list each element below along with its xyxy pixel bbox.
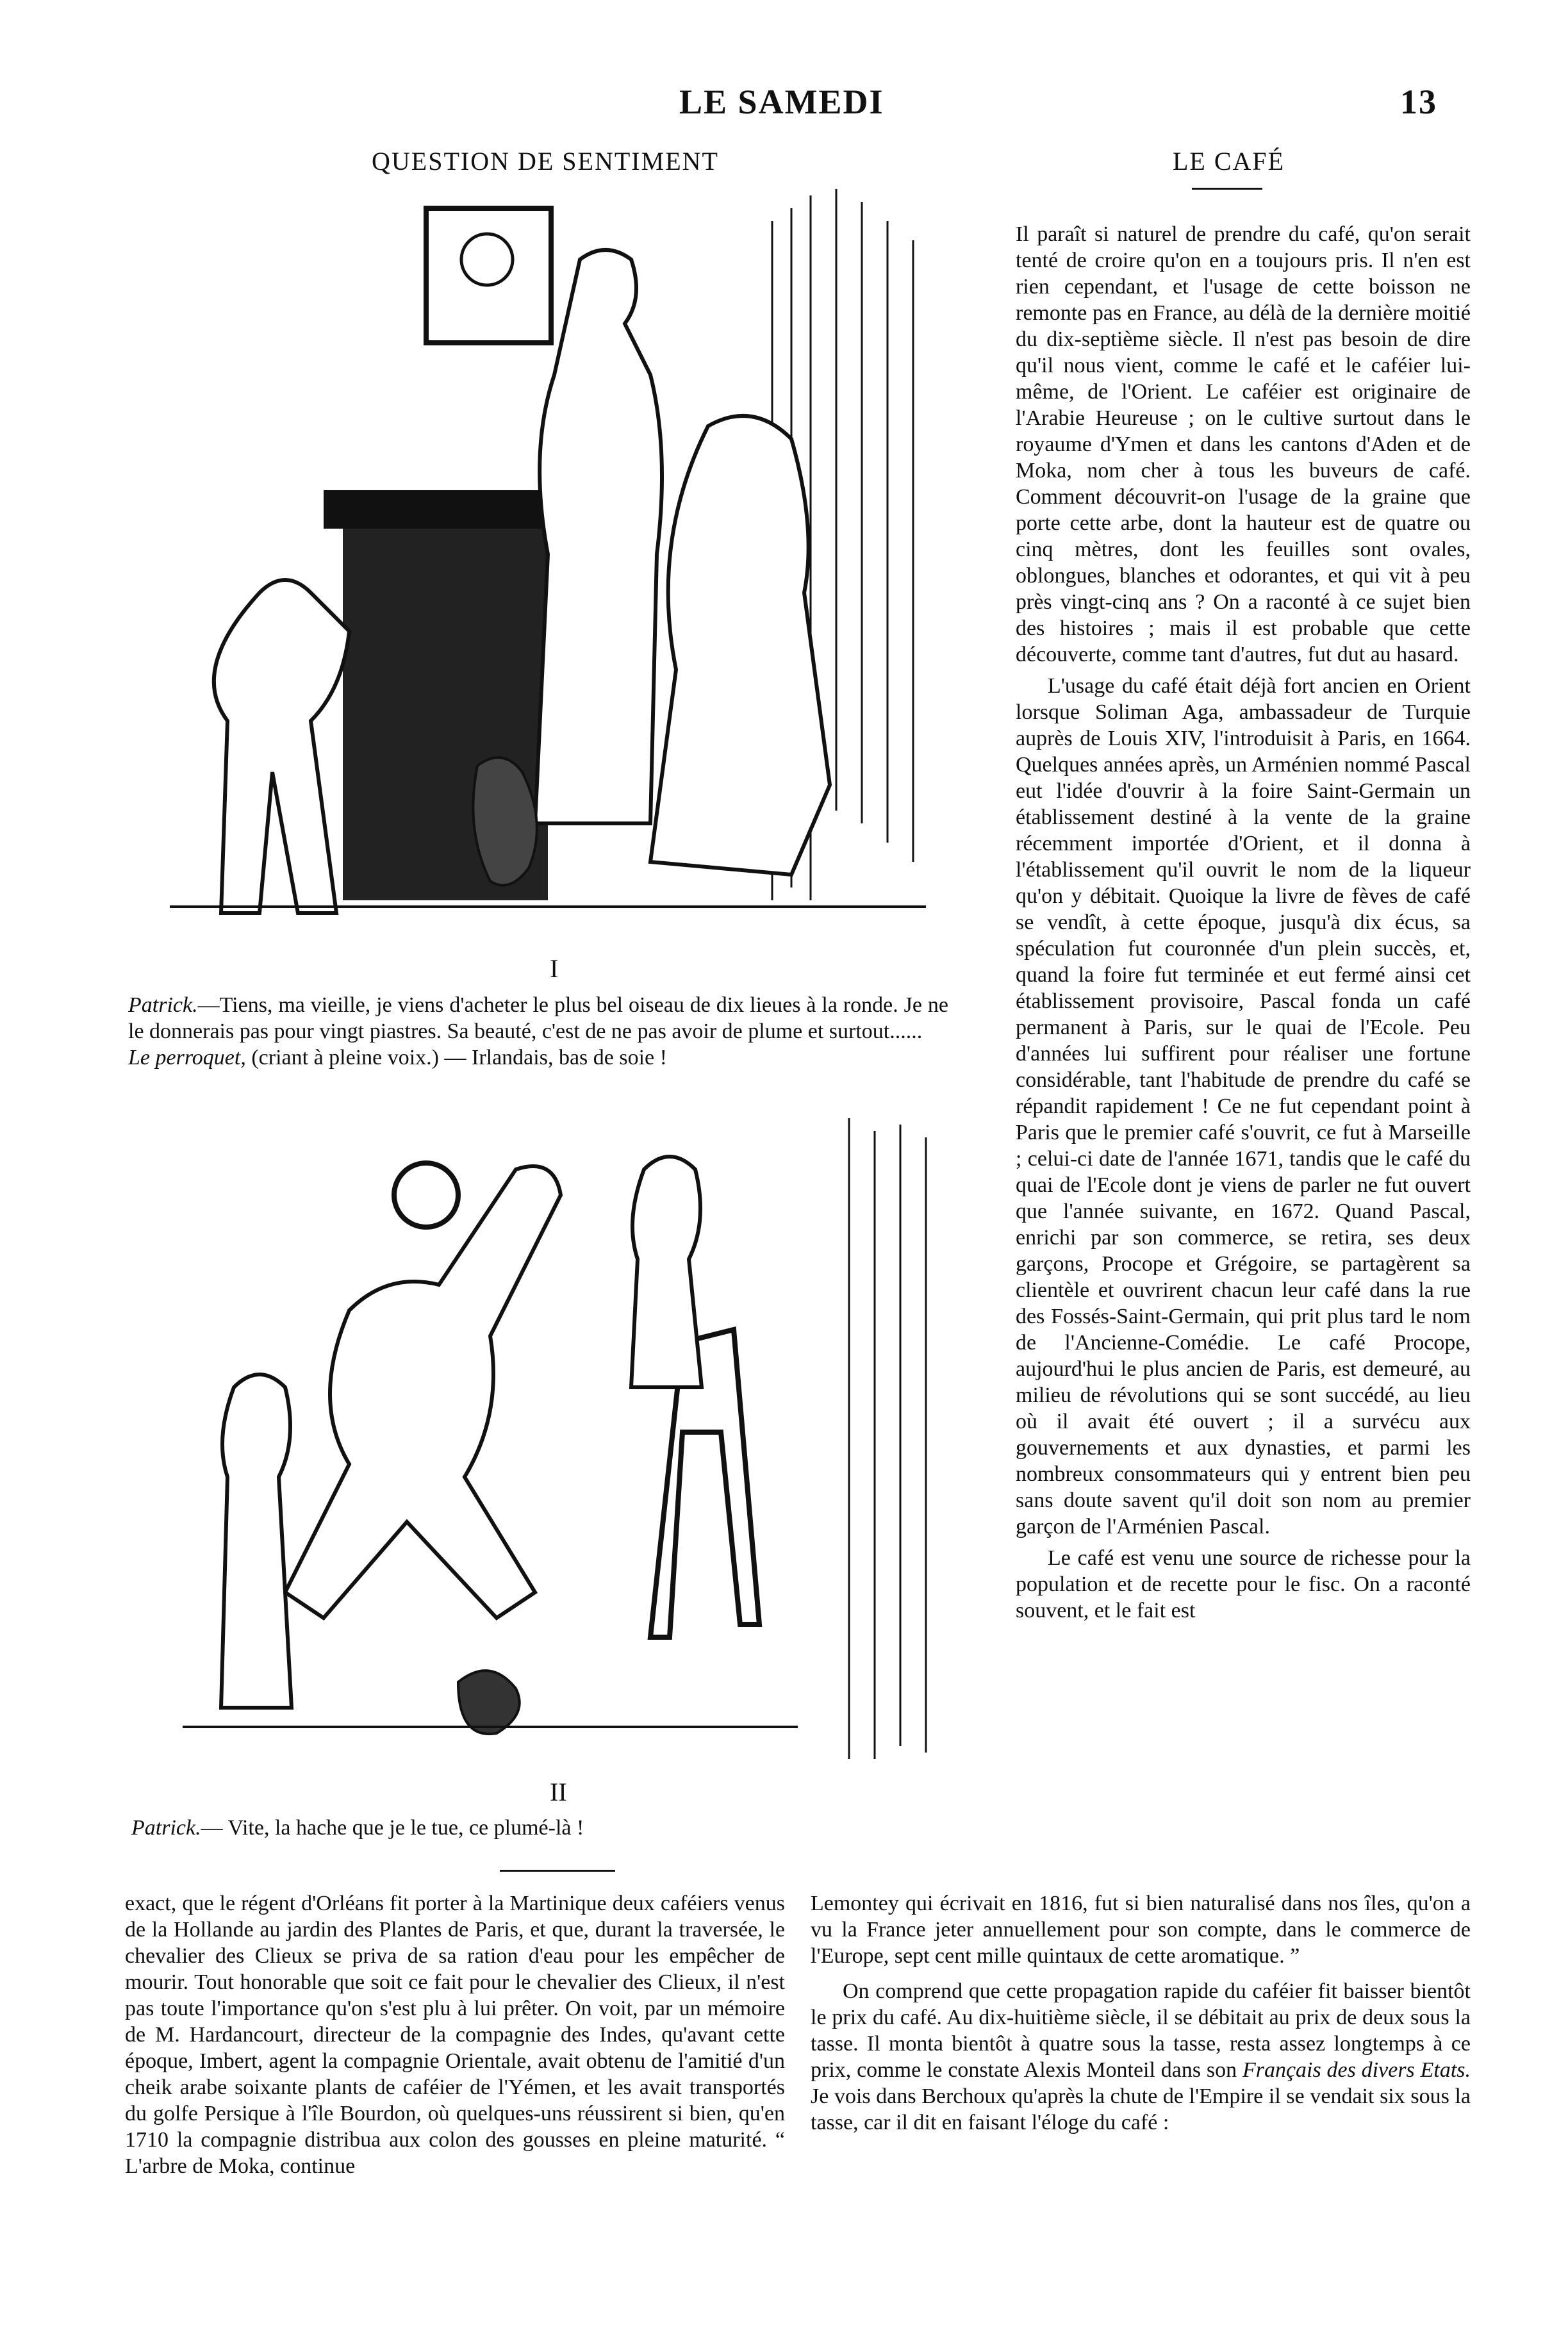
bottom-right-paragraph-2 [811,1978,1471,2136]
panel-2-caption [131,1815,945,1841]
panel-1-line-parrot: (criant à pleine voix.) — Irlandais, bas de soie ! [245,1046,667,1069]
article-paragraph-2: L'usage du café était déjà fort ancien en Orient lorsque Soliman Aga, ambassadeur de Turquie auprès de Louis XIV, l'introduisit à Paris, en 1664. Quelques années après, un Arménien nommé Pascal eut l'idée d'ouvrir à la foire Saint-Germain un établissement destiné à la vente de la graine récemment importée d'Orient, et il donna à l'établissement qu'il ouvrit le nom de la liqueur qu'on y débitait. Quoique la livre de fèves de café se vendît, à cette époque, jusqu'à dix écus, sa spéculation fut couronnée d'un plein succès, et, quand la foire fut terminée et eut fermé ainsi cet établissement provisoire, Pascal fonda un café permanent à Paris, sur le quai de l'Ecole. Peu d'années lui suffirent pour réaliser une fortune considérable, tant l'habitude de prendre du café se répandit rapidement ! Ce ne fut cependant point à Paris que le premier café s'ouvrit, ce fut à Marseille ; celui-ci date de l'année 1671, tandis que le café du quai de l'Ecole dont je viens de parler ne fut ouvert que l'année suivante, en 1672. Quand Pascal, enrichi par son commerce, se retira, ses deux garçons, Procope et Grégoire, se partagèrent sa clientèle et ouvrirent chacun leur café dans la rue des Fossés-Saint-Germain, qui prit plus tard le nom de l'Ancienne-Comédie. Le café Procope, aujourd'hui le plus ancien de Paris, est demeuré, au milieu de révolutions qui se sont succédé, au lieu où il avait été ouvert ; il a survécu aux gouvernements et aux dynasties, et parmi les nombreux consommateurs qui y entrent bien peu sans doute savent qu'il doit son nom au premier garçon de l'Arménien Pascal. [1016,674,1471,1539]
panel-2-numeral: II [550,1778,567,1806]
illustration-panel-2 [157,1118,948,1769]
panel-1-numeral: I [550,954,559,983]
panel-1-speaker-parrot: Le perroquet, [128,1046,246,1069]
panel-2-line-patrick: — Vite, la hache que je le tue, ce plumé-là ! [201,1816,584,1840]
article-paragraph-3: Le café est venu une source de richesse pour la population et de recette pour le fisc. On a raconté souvent, et le fait est [1016,1546,1471,1622]
right-section-title: LE CAFÉ [1173,147,1285,176]
bottom-left-paragraph: exact, que le régent d'Orléans fit porter à la Martinique deux caféiers venus de la Hollande au jardin des Plantes de Paris, et que, durant la traversée, le chevalier des Clieux se priva de sa ration d'eau pour les empêcher de mourir. Tout honorable que soit ce fait pour le chevalier des Clieux, il n'est pas toute l'importance qu'on s'est plu à lui prêter. On voit, par un mémoire de M. Hardancourt, directeur de la compagnie des Indes, qu'avant cette époque, Imbert, agent la compagnie Orientale, avait obtenu de l'amitié d'un cheik arabe soixante plants de caféier de l'Yémen, et les avait transportés du golfe Persique à l'île Bourdon, où quelques-uns réussirent si bien, qu'en 1710 la compagnie distribua aux colon des gousses en pleine maturité. “ L'arbre de Moka, continue [125,1892,785,2178]
right-title-rule [1192,188,1262,190]
panel-1-caption [128,992,948,1071]
article-paragraph-1: Il paraît si naturel de prendre du café, qu'on serait tenté de croire qu'on en a toujours pris. Il n'en est rien cependant, et l'usage de cette boisson ne remonte pas en France, au délà de la dernière moitié du dix-septième siècle. Il n'est pas besoin de dire qu'il nous vient, comme le café et le caféier lui-même, de l'Orient. Le caféier est originaire de l'Arabie Heureuse ; on le cultive surtout dans le royaume d'Ymen et dans les cantons d'Aden et de Moka, nom cher à tous les buveurs de café. Comment découvrit-on l'usage de la graine que porte cette arbe, dont la hauteur est de quatre ou cinq mètres, dont les feuilles sont ovales, oblongues, blanches et odorantes, et qui vit à peu près vingt-cinq ans ? On a raconté à ce sujet bien des histoires ; mais il est probable que cette découverte, comme tant d'autres, fut dut au hasard. [1016,222,1471,666]
paragraph-2-text-before: On comprend que cette propagation rapide du caféier fit baisser bientôt le prix du café. Au dix-huitième siècle, il se débitait au prix de deux sous la tasse. Il monta bientôt à quatre sous la tasse, resta assez longtemps à ce prix, comme le constate Alexis Monteil dans son [811,1979,1471,2082]
paragraph-2-text-after: Je vois dans Berchoux qu'après la chute de l'Empire il se vendait six sous la tasse, car il dit en faisant l'éloge du café : [811,2084,1471,2134]
illustration-panel-1 [131,183,942,939]
panel-2-speaker-patrick: Patrick. [131,1816,201,1840]
panel-1-line-patrick: —Tiens, ma vieille, je viens d'acheter le plus bel oiseau de dix lieues à la ronde. Je ne le donnerais pas pour vingt piastres. Sa beauté, c'est de ne pas avoir de plume et surtout...... [128,993,948,1043]
bottom-right-column [811,1890,1471,2141]
bottom-right-paragraph-1: Lemontey qui écrivait en 1816, fut si bien naturalisé dans nos îles, qu'on a vu la France jeter annuellement pour son compte, dans le commerce de l'Europe, sept cent mille quintaux de cette aromatique. ” [811,1892,1471,1968]
left-column-rule [500,1870,615,1872]
bottom-left-column [125,1890,785,2184]
panel-1-speaker-patrick: Patrick. [128,993,198,1017]
right-column-article [1016,221,1471,1629]
page-number: 13 [1400,83,1437,121]
book-title-italic: Français des divers Etats. [1242,2058,1471,2082]
left-section-title: QUESTION DE SENTIMENT [372,147,719,176]
publication-title: LE SAMEDI [679,83,884,121]
